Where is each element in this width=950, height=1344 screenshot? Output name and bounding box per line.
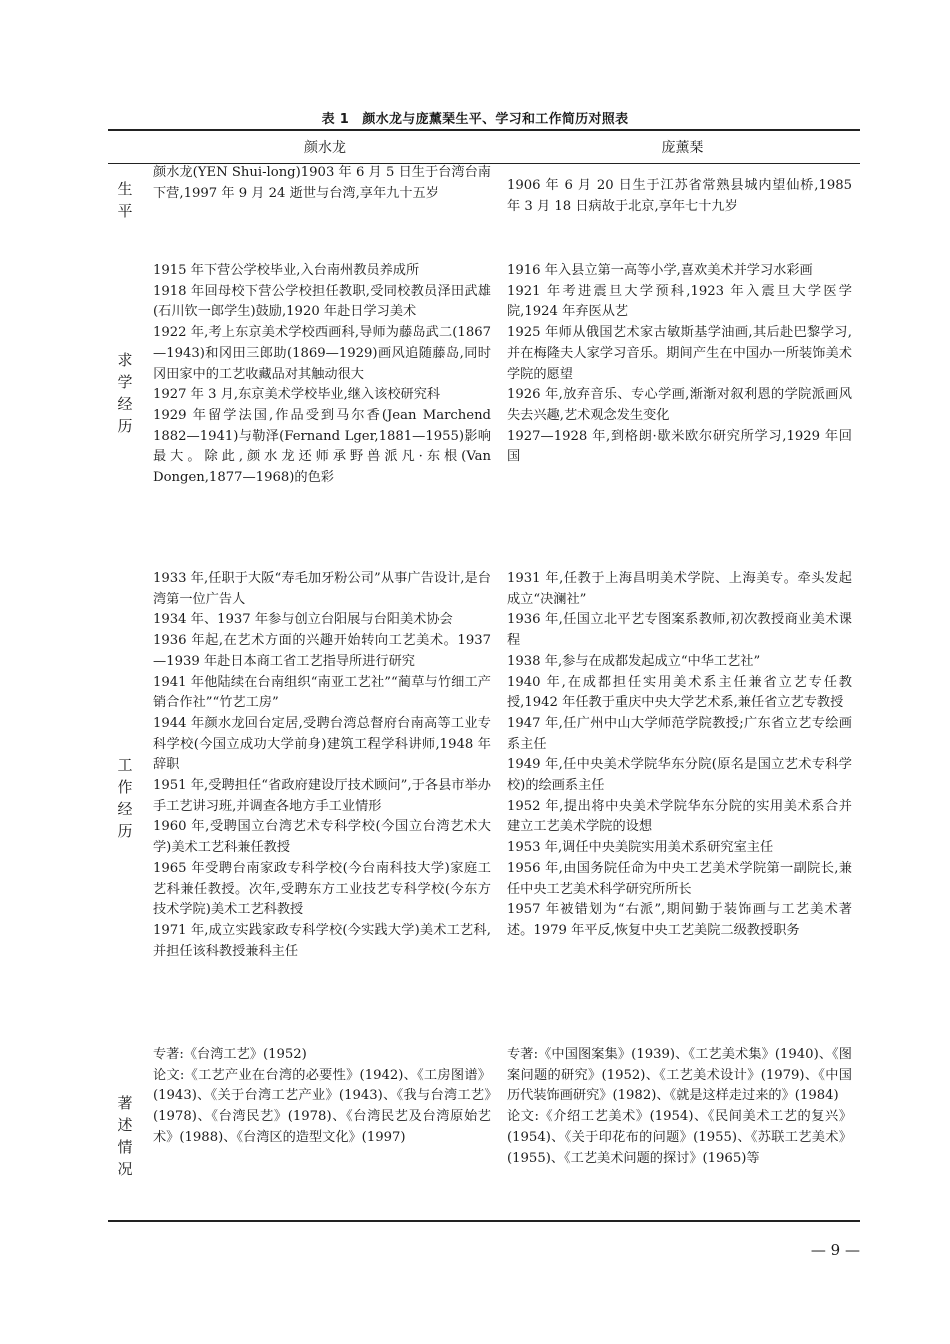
table-paragraph: 1926 年,放弃音乐、专心学画,渐渐对叙利恩的学院派画风失去兴趣,艺术观念发生变化 <box>507 387 852 423</box>
table-paragraph: 1956 年,由国务院任命为中央工艺美术学院第一副院长,兼任中央工艺美术科学研究所所长 <box>507 860 852 897</box>
table-paragraph: 专著:《中国图案集》(1939)、《工艺美术集》(1940)、《图案问题的研究》(1952)、《工艺美术设计》(1979)、《中国历代装饰画研究》(1982)、《就是这样走过来的》(1984) <box>507 1047 852 1104</box>
table-paragraph: 1952 年,提出将中央美术学院华东分院的实用美术系合并建立工艺美术学院的设想 <box>507 798 852 835</box>
table-top-rule <box>108 129 860 131</box>
row-label-education: 求 学 经 历 <box>117 351 133 435</box>
table-caption: 表 1 颜水龙与庞薰琹生平、学习和工作简历对照表 <box>321 112 629 127</box>
cell-yan-life <box>153 163 491 204</box>
table-paragraph: 1936 年,任国立北平艺专图案系教师,初次教授商业美术课程 <box>507 612 852 649</box>
table-paragraph: 论文:《工艺产业在台湾的必要性》(1942)、《工房图谱》(1943)、《关于台湾工艺产业》(1943)、《我与台湾工艺》(1978)、《台湾民艺》(1978)、《台湾民艺及台湾原始艺术》(1988)、《台湾区的造型文化》(1997) <box>153 1067 491 1145</box>
row-label-publications: 著 述 情 况 <box>117 1094 133 1178</box>
cell-pang-work <box>507 569 852 942</box>
table-paragraph: 1906 年 6 月 20 日生于江苏省常熟县城内望仙桥,1985 年 3 月 18 日病故于北京,享年七十九岁 <box>507 178 852 214</box>
table-paragraph: 1944 年颜水龙回台定居,受聘台湾总督府台南高等工业专科学校(今国立成功大学前身)建筑工程学科讲师,1948 年辞职 <box>153 715 491 773</box>
table-paragraph: 1953 年,调任中央美院实用美术系研究室主任 <box>507 840 774 856</box>
table-paragraph: 1949 年,任中央美术学院华东分院(原名是国立艺术专科学校)的绘画系主任 <box>507 757 852 794</box>
table-paragraph: 1951 年,受聘担任“省政府建设厅技术顾问”,于各县市举办手工艺讲习班,并调查各地方手工业情形 <box>153 778 491 814</box>
table-paragraph: 1933 年,任职于大阪“寿毛加牙粉公司”从事广告设计,是台湾第一位广告人 <box>153 571 491 607</box>
table-paragraph: 1971 年,成立实践家政专科学校(今实践大学)美术工艺科,并担任该科教授兼科主任 <box>153 922 491 959</box>
table-paragraph: 1941 年他陆续在台南组织“南亚工艺社”“蔺草与竹细工产销合作社”“竹艺工房” <box>153 674 491 711</box>
page-number: — 9 — <box>810 1241 860 1259</box>
table-paragraph: 论文:《介绍工艺美术》(1954)、《民间美术工艺的复兴》(1954)、《关于印花布的问题》(1955)、《苏联工艺美术》(1955)、《工艺美术问题的探讨》(1965)等 <box>507 1109 852 1166</box>
table-paragraph: 1934 年、1937 年参与创立台阳展与台阳美术协会 <box>153 612 453 628</box>
cell-yan-work <box>153 569 491 962</box>
cell-pang-publications <box>507 1045 852 1169</box>
table-paragraph: 1929 年留学法国,作品受到马尔香(Jean Marchend 1882—1941)与勒泽(Fernand Lger,1881—1955)影响最大。除此,颜水龙还师承野兽派凡·东根(Van Dongen,1877—1968)的色彩 <box>153 407 491 486</box>
cell-pang-education <box>507 261 852 468</box>
table-paragraph: 1915 年下营公学校毕业,入台南州教员养成所 <box>153 263 420 278</box>
table-paragraph: 1940 年,在成都担任实用美术系主任兼省立艺专任教授,1942 年任教于重庆中央大学艺术系,兼任省立艺专教授 <box>507 674 852 711</box>
column-header-yan: 颜水龙 <box>304 140 346 156</box>
table-paragraph: 1925 年师从俄国艺术家古敏斯基学油画,其后赴巴黎学习,并在梅隆夫人家学习音乐。期间产生在中国办一所装饰美术学院的愿望 <box>507 325 852 382</box>
table-paragraph: 专著:《台湾工艺》(1952) <box>153 1047 307 1062</box>
table-paragraph: 1916 年入县立第一高等小学,喜欢美术并学习水彩画 <box>507 263 813 278</box>
table-paragraph: 1947 年,任广州中山大学师范学院教授;广东省立艺专绘画系主任 <box>507 715 852 752</box>
table-bottom-rule <box>108 1220 860 1222</box>
table-paragraph: 1921 年考进震旦大学预科,1923 年入震旦大学医学院,1924 年弃医从艺 <box>507 283 852 320</box>
table-paragraph: 颜水龙(YEN Shui-long)1903 年 6 月 5 日生于台湾台南下营,1997 年 9 月 24 逝世与台湾,享年九十五岁 <box>153 165 491 201</box>
row-label-life: 生 平 <box>117 180 133 220</box>
row-label-work: 工 作 经 历 <box>117 756 133 840</box>
table-paragraph: 1960 年,受聘国立台湾艺术专科学校(今国立台湾艺术大学)美术工艺科兼任教授 <box>153 819 491 856</box>
cell-pang-life <box>507 176 852 217</box>
table-paragraph: 1965 年受聘台南家政专科学校(今台南科技大学)家庭工艺科兼任教授。次年,受聘东方工业技艺专科学校(今东方技术学院)美术工艺科教授 <box>153 860 491 918</box>
table-paragraph: 1936 年起,在艺术方面的兴趣开始转向工艺美术。1937—1939 年赴日本商工省工艺指导所进行研究 <box>153 633 491 669</box>
table-paragraph: 1957 年被错划为“右派”,期间勤于装饰画与工艺美术著述。1979 年平反,恢复中央工艺美院二级教授职务 <box>507 902 852 938</box>
table-paragraph: 1927 年 3 月,东京美术学校毕业,继入该校研究科 <box>153 387 441 403</box>
table-paragraph: 1927—1928 年,到格朗·歇米欧尔研究所学习,1929 年回国 <box>507 428 852 465</box>
cell-yan-publications <box>153 1045 491 1149</box>
table-paragraph: 1918 年回母校下营公学校担任教职,受同校教员泽田武雄(石川钦一郎学生)鼓励,1920 年赴日学习美术 <box>153 283 491 320</box>
column-header-pang: 庞薰琹 <box>661 140 704 156</box>
table-paragraph: 1931 年,任教于上海昌明美术学院、上海美专。牵头发起成立“决澜社” <box>507 571 852 607</box>
table-paragraph: 1922 年,考上东京美术学校西画科,导师为藤岛武二(1867—1943)和冈田三郎助(1869—1929)画风追随藤岛,同时冈田家中的工艺收藏品对其触动很大 <box>153 325 491 382</box>
cell-yan-education <box>153 261 491 489</box>
table-paragraph: 1938 年,参与在成都发起成立“中华工艺社” <box>507 653 761 669</box>
